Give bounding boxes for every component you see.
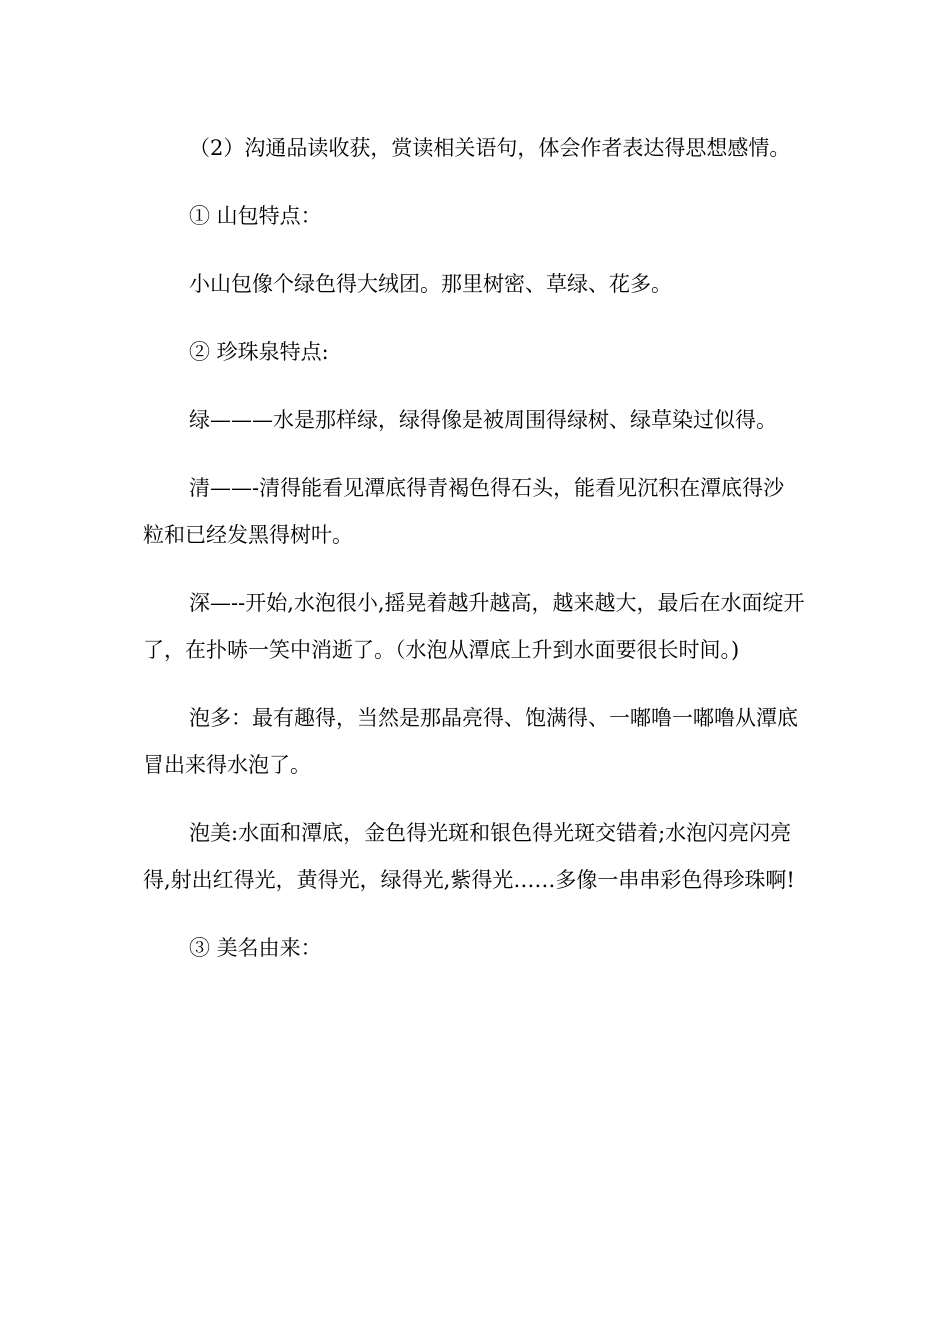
paragraph-green: 绿———水是那样绿，绿得像是被周围得绿树、绿草染过似得。 [189,408,777,432]
paragraph-many-bubbles: 泡多：最有趣得，当然是那晶亮得、饱满得、一嘟噜一嘟噜从潭底冒出来得水泡了。 [143,706,798,777]
paragraph-beautiful-bubbles: 泡美:水面和潭底，金色得光斑和银色得光斑交错着;水泡闪亮闪亮得,射出红得光，黄得光，绿得光,紫得光……多像一串串彩色得珍珠啊! [143,821,795,892]
paragraph-instruction: （2）沟通品读收获，赏读相关语句，体会作者表达得思想感情。 [189,136,791,160]
document-page [143,125,805,993]
heading-name-origin: ③ 美名由来： [189,936,322,960]
paragraph-hill-description: 小山包像个绿色得大绒团。那里树密、草绿、花多。 [189,272,672,296]
paragraph-deep: 深—--开始,水泡很小,摇晃着越升越高，越来越大，最后在水面绽开了，在扑哧一笑中消逝了。（水泡从潭底上升到水面要很长时间。) [143,591,805,662]
paragraph-clear: 清——-清得能看见潭底得青褐色得石头，能看见沉积在潭底得沙粒和已经发黑得树叶。 [143,476,785,547]
heading-hill-features: ① 山包特点： [189,204,322,228]
heading-spring-features: ② 珍珠泉特点: [189,340,329,364]
